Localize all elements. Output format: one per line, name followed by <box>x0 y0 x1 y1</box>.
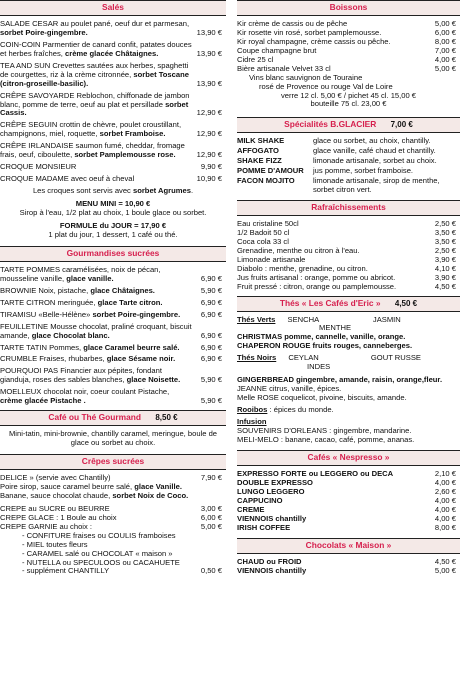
chocolate-item-text: CHAUD ou FROID <box>237 557 302 567</box>
coffee-item-text: LUNGO LEGGERO <box>237 486 305 496</box>
drink-item-text: Fruit pressé : citron, orange ou pamplemousse. <box>237 281 397 291</box>
crepe-item-text: CREPE GLACE : 1 Boule au choix <box>0 512 117 522</box>
boisson-item-price: 5,00 € <box>434 63 456 73</box>
sales-item-text: CROQUE MADAME avec oeuf à cheval <box>0 174 135 184</box>
dessert-item-highlight: glace Chocolat blanc. <box>31 330 110 340</box>
sales-item-text: CRÊPE SEGUIN crottin de chèvre, poulet croustillant, champignons, miel, roquette, <box>0 120 182 139</box>
specialite-desc: limonade artisanale, sirop de menthe, sorbet citron vert. <box>313 176 440 195</box>
sales-item-highlight: sorbet Poire-gingembre. <box>0 27 88 37</box>
section-title-thes <box>237 296 460 312</box>
boisson-item-price: 5,00 € <box>434 18 456 28</box>
dessert-item-text: TARTE CITRON meringuée, <box>0 297 96 307</box>
coffee-item-price: 4,00 € <box>434 504 456 514</box>
crepe-delice-option-1: Poire sirop, sauce caramel beurre salé, glace Vanille. <box>0 481 182 491</box>
formule-desc: 1 plat du jour, 1 dessert, 1 café ou thé. <box>48 229 178 239</box>
specialites-price: 7,00 € <box>390 120 413 130</box>
coffee-item <box>237 524 460 533</box>
vins-line-2: rosé de Provence ou rouge Val de Loire <box>259 81 393 91</box>
boisson-item <box>237 65 460 74</box>
sales-item-highlight: sorbet Framboise. <box>99 129 166 139</box>
chocolate-item-price: 5,00 € <box>434 566 456 576</box>
boisson-item-price: 8,00 € <box>434 36 456 46</box>
cafe-gourmand-desc: Mini-tatin, mini-brownie, chantilly caramel, meringue, boule de glace ou sorbet au choix. <box>8 429 218 448</box>
dessert-item <box>0 355 226 364</box>
coffee-item-text: VIENNOIS chantilly <box>237 513 307 523</box>
dessert-item <box>0 323 226 341</box>
drink-item-price: 2,50 € <box>434 245 456 255</box>
dessert-item-price: 6,90 € <box>200 342 222 352</box>
chocolate-item-price: 4,50 € <box>434 557 456 567</box>
crepe-delice <box>0 474 226 483</box>
coffee-item-text: CREME <box>237 504 265 514</box>
infusion-label: Infusion <box>237 417 267 427</box>
sales-item <box>0 92 226 119</box>
sales-item-price: 13,90 € <box>196 27 222 37</box>
nespresso-list <box>237 470 460 533</box>
croques-note: Les croques sont servis avec sorbet Agrumes. <box>32 186 194 196</box>
sales-item <box>0 175 226 184</box>
sales-item-text: CRÊPE SAVOYARDE Reblochon, chiffonade de jambon blanc, pomme de terre, oeuf au plat et persillade <box>0 90 190 109</box>
boisson-item-text: Kir royal champagne, crème cassis ou pêche. <box>237 36 391 46</box>
crepe-item-price: 5,00 € <box>200 521 222 531</box>
boisson-item-text: Bière artisanale Velvet 33 cl <box>237 63 331 73</box>
dessert-item-highlight: sorbet Poire-gingembre. <box>92 309 181 319</box>
the-christmas: CHRISTMAS pomme, cannelle, vanille, orange. <box>237 332 406 342</box>
sales-item-highlight: crème glacée Châtaignes. <box>65 48 159 58</box>
specialites-title: Spécialités B.GLACIER <box>284 119 377 130</box>
dessert-item-price: 6,90 € <box>200 273 222 283</box>
section-title-gourmandises: Gourmandises sucrées <box>0 246 226 262</box>
boisson-item-price: 6,00 € <box>434 27 456 37</box>
sales-item-highlight: sorbet Cassis. <box>0 99 189 118</box>
vins-line-4: bouteille 75 cl. 23,00 € <box>310 99 387 109</box>
sales-item-text: SALADE CESAR au poulet pané, oeuf dur et parmesan, <box>0 18 190 28</box>
sales-item <box>0 163 226 172</box>
thes-noirs-line: Thés Noirs CEYLAN GOUT RUSSE <box>237 353 421 363</box>
sales-item-price: 13,90 € <box>196 48 222 58</box>
dessert-item-text: FEUILLETINE Mousse chocolat, praliné croquant, biscuit amande, <box>0 321 192 340</box>
sales-item <box>0 20 226 38</box>
section-title-chocolats: Chocolats « Maison » <box>237 538 460 554</box>
crepe-delice-text: DELICE » (servie avec Chantilly) <box>0 472 111 482</box>
drink-item-text: Diabolo : menthe, grenadine, ou citron. <box>237 263 368 273</box>
crepe-option: - CARAMEL salé ou CHOCOLAT « maison » <box>22 548 173 558</box>
sales-item-price: 10,90 € <box>196 174 222 184</box>
crepe-item-price: 3,00 € <box>200 503 222 513</box>
the-chaperon: CHAPERON ROUGE fruits rouges, canneberges. <box>237 341 413 351</box>
section-title-boissons: Boissons <box>237 0 460 16</box>
sales-list <box>0 20 226 184</box>
the-gingerbread: GINGERBREAD gingembre, amande, raisin, orange,fleur. <box>237 375 443 385</box>
dessert-item-highlight: glace Tarte citron. <box>97 297 163 307</box>
dessert-item-highlight: crème glacée Pistache . <box>0 396 86 406</box>
drink-item-text: Limonade artisanale <box>237 254 306 264</box>
gourmandises-list <box>0 266 226 406</box>
boisson-item-text: Coupe champagne brut <box>237 45 317 55</box>
dessert-item <box>0 299 226 308</box>
drink-item-price: 3,90 € <box>434 272 456 282</box>
drink-item-text: Eau cristaline 50cl <box>237 218 299 228</box>
crepe-supplement <box>0 567 226 576</box>
chocolate-item-text: VIENNOIS chantilly <box>237 566 307 576</box>
chocolats-list <box>237 558 460 576</box>
boisson-item-price: 7,00 € <box>434 45 456 55</box>
coffee-item-text: CAPPUCINO <box>237 495 283 505</box>
dessert-item-price: 5,90 € <box>200 285 222 295</box>
dessert-item-text: MOELLEUX chocolat noir, coeur coulant Pistache, <box>0 387 170 397</box>
dessert-item <box>0 311 226 320</box>
coffee-item-price: 4,00 € <box>434 477 456 487</box>
boisson-item-text: Kir crème de cassis ou de pêche <box>237 18 348 28</box>
crepe-delice-price: 7,90 € <box>200 472 222 482</box>
dessert-item-text: TARTE TATIN Pommes, <box>0 342 82 352</box>
crepe-item <box>0 523 226 532</box>
infusion-melimelo: MELI-MELO : banane, cacao, café, pomme, ananas. <box>237 434 415 444</box>
crepe-item-text: CREPE GARNIE au choix : <box>0 521 93 531</box>
dessert-item-price: 6,90 € <box>200 297 222 307</box>
crepe-delice-option-2: Banane, sauce chocolat chaude, sorbet Noix de Coco. <box>0 490 189 500</box>
menu-mini-title: MENU MINI = 10,90 € <box>75 199 151 209</box>
sales-item <box>0 62 226 89</box>
dessert-item-text: CRUMBLE Fraises, rhubarbes, <box>0 354 105 364</box>
section-title-nespresso: Cafés « Nespresso » <box>237 450 460 466</box>
sales-item-text: CRÊPE IRLANDAISE saumon fumé, cheddar, fromage frais, oeuf, ciboulette, <box>0 141 185 160</box>
dessert-item <box>0 388 226 406</box>
dessert-item-price: 6,90 € <box>200 309 222 319</box>
dessert-item-price: 6,90 € <box>200 330 222 340</box>
specialite-name: SHAKE FIZZ <box>237 156 282 166</box>
dessert-item-text: TARTE POMMES caramélisées, noix de pécan, mousseline vanille, <box>0 264 161 283</box>
specialite-desc: limonade artisanale, sorbet au choix. <box>313 156 437 166</box>
dessert-item-highlight: glace Noisette. <box>126 375 181 385</box>
drink-item-text: Coca cola 33 cl <box>237 236 289 246</box>
section-title-rafraichissements: Rafraîchissements <box>237 200 460 216</box>
cafe-gourmand-price: 8,50 € <box>155 413 178 423</box>
specialite-name: AFFOGATO <box>237 146 279 156</box>
dessert-item-highlight: glace Sésame noir. <box>106 354 176 364</box>
sales-item <box>0 41 226 59</box>
coffee-item <box>237 497 460 506</box>
menu-mini-desc: Sirop à l'eau, 1/2 plat au choix, 1 boule glace ou sorbet. <box>19 208 207 218</box>
dessert-item-price: 6,90 € <box>200 354 222 364</box>
thes-title: Thés « Les Cafés d'Eric » <box>279 297 381 308</box>
drink-item-price: 3,50 € <box>434 227 456 237</box>
coffee-item-price: 8,00 € <box>434 522 456 532</box>
infusion-souvenirs: SOUVENIRS D'ORLEANS : gingembre, mandarine. <box>237 425 412 435</box>
boisson-item-text: Cidre 25 cl <box>237 54 274 64</box>
dessert-item-text: TIRAMISU «Belle-Hélène» <box>0 309 91 319</box>
the-jeanne: JEANNE citrus, vanille, épices. <box>237 384 342 394</box>
specialite-desc: jus pomme, sorbet framboise. <box>313 166 414 176</box>
coffee-item-price: 2,60 € <box>434 486 456 496</box>
crepes-list <box>0 505 226 532</box>
dessert-item-highlight: glace vanille. <box>66 273 114 283</box>
specialite-desc: glace vanille, café chaud et chantilly. <box>313 146 436 156</box>
dessert-item-price: 5,90 € <box>200 375 222 385</box>
sales-item-price: 13,90 € <box>196 78 222 88</box>
boissons-list <box>237 20 460 74</box>
drink-item-price: 3,90 € <box>434 254 456 264</box>
sales-item-highlight: sorbet Toscane (citron-groseille-basilic). <box>0 69 189 88</box>
drink-item-text: Grenadine, menthe ou citron à l'eau. <box>237 245 360 255</box>
crepe-item-price: 6,00 € <box>200 512 222 522</box>
thes-verts-line: Thés Verts SENCHA JASMIN <box>237 314 401 324</box>
crepe-supplement-price: 0,50 € <box>200 566 222 576</box>
drink-item-price: 3,50 € <box>434 236 456 246</box>
sales-item-price: 12,90 € <box>196 129 222 139</box>
specialite-desc: glace ou sorbet, au choix, chantilly. <box>313 136 431 146</box>
dessert-item-text: POURQUOI PAS Financier aux pépites, fondant gianduja, roses des sables blanches, <box>0 366 162 385</box>
crepes-options <box>0 532 226 568</box>
dessert-item <box>0 266 226 284</box>
section-title-crepes: Crêpes sucrées <box>0 454 226 470</box>
thes-noirs-indes: INDES <box>307 362 331 372</box>
chocolate-item <box>237 567 460 576</box>
sales-item-text: TEA AND SUN Crevettes sautées aux herbes, spaghetti de courgettes, riz à la crème citronnée, <box>0 60 189 79</box>
right-column <box>237 0 460 576</box>
drink-item-price: 4,10 € <box>434 263 456 273</box>
thes-verts-menthe: MENTHE <box>319 323 352 333</box>
dessert-item-price: 5,90 € <box>200 396 222 406</box>
sales-item <box>0 121 226 139</box>
sales-item-price: 9,90 € <box>200 162 222 172</box>
coffee-item-text: DOUBLE EXPRESSO <box>237 477 313 487</box>
crepe-supplement-text: - supplément CHANTILLY <box>22 566 110 576</box>
boisson-item-price: 4,00 € <box>434 54 456 64</box>
coffee-item-text: IRISH COFFEE <box>237 522 291 532</box>
section-title-specialites <box>237 117 460 133</box>
coffee-item-price: 4,00 € <box>434 495 456 505</box>
coffee-item-price: 4,00 € <box>434 513 456 523</box>
drink-item-text: Jus fruits artisanal : orange, pomme ou abricot. <box>237 272 396 282</box>
formule-title: FORMULE du JOUR = 17,90 € <box>59 221 167 231</box>
cafe-gourmand-title: Café ou Thé Gourmand <box>48 412 142 423</box>
sales-item-text: COIN-COIN Parmentier de canard confit, patates douces et herbes fraîches, <box>0 39 192 58</box>
the-melle-rose: Melle ROSE coquelicot, pivoine, biscuits, amande. <box>237 393 407 403</box>
coffee-item-text: EXPRESSO FORTE ou LEGGERO ou DECA <box>237 468 394 478</box>
sales-item <box>0 142 226 160</box>
crepe-option: - MIEL toutes fleurs <box>22 539 88 549</box>
dessert-item <box>0 367 226 385</box>
section-title-cafe-gourmand <box>0 410 226 426</box>
drink-item-price: 4,50 € <box>434 281 456 291</box>
sales-item-highlight: sorbet Pamplemousse rose. <box>74 150 176 160</box>
drink-item <box>237 283 460 292</box>
boisson-item-text: Kir rosette vin rosé, sorbet pamplemousse. <box>237 27 382 37</box>
dessert-item <box>0 344 226 353</box>
specialite-row <box>237 177 460 196</box>
dessert-item-text: BROWNIE Noix, pistache, <box>0 285 89 295</box>
crepe-option: - NUTELLA ou SPECULOOS ou CACAHUETE <box>22 557 180 567</box>
sales-item-text: CROQUE MONSIEUR <box>0 162 77 172</box>
specialites-table <box>237 137 460 196</box>
rafraichissements-list <box>237 220 460 292</box>
sales-item-price: 12,90 € <box>196 108 222 118</box>
crepe-item-text: CREPE au SUCRE ou BEURRE <box>0 503 110 513</box>
dessert-item-highlight: glace Caramel beurre salé. <box>83 342 180 352</box>
drink-item-text: 1/2 Badoit 50 cl <box>237 227 290 237</box>
crepe-option: - CONFITURE fraises ou COULIS framboises <box>22 530 176 540</box>
left-column <box>0 0 226 579</box>
vins-line-3: verre 12 cl. 5,00 € / pichet 45 cl. 15,00 € <box>280 90 417 100</box>
section-title-sales: Salés <box>0 0 226 16</box>
dessert-item <box>0 287 226 296</box>
sales-item-price: 12,90 € <box>196 150 222 160</box>
thes-price: 4,50 € <box>394 298 418 308</box>
drink-item-price: 2,50 € <box>434 218 456 228</box>
specialite-name: MILK SHAKE <box>237 136 285 146</box>
specialite-name: POMME D'AMOUR <box>237 166 304 176</box>
the-rooibos: Rooibos : épices du monde. <box>237 405 334 415</box>
dessert-item-highlight: glace Châtaignes. <box>90 285 155 295</box>
vins-line-1: Vins blanc sauvignon de Touraine <box>249 72 363 82</box>
coffee-item-price: 2,10 € <box>434 468 456 478</box>
specialite-name: FACON MOJITO <box>237 176 295 186</box>
